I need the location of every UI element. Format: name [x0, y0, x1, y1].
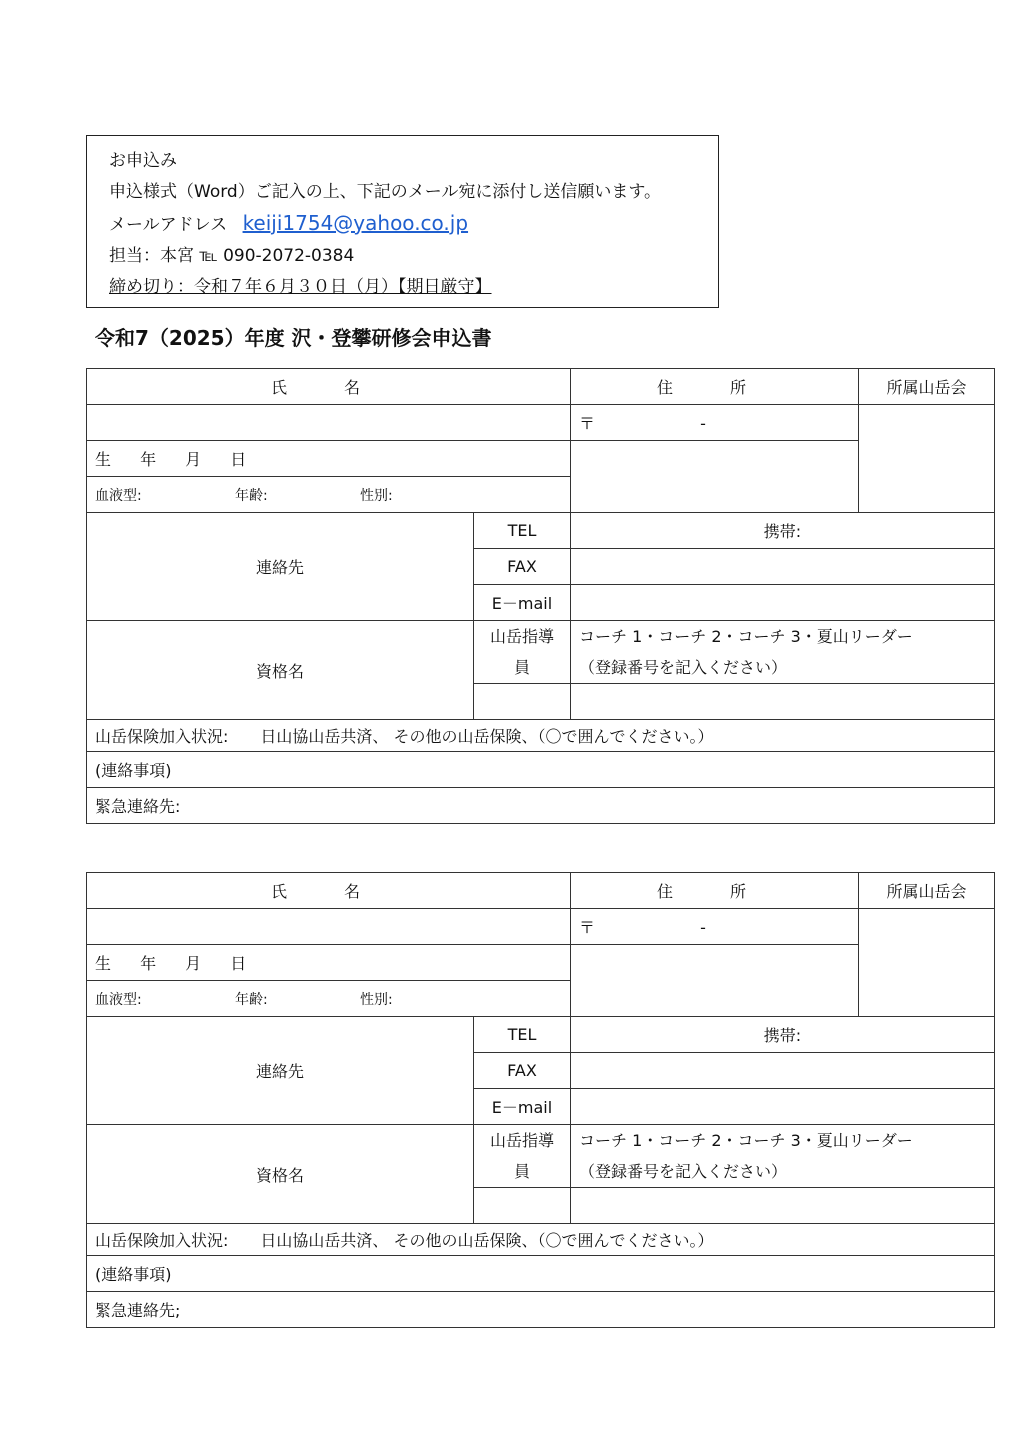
mobile-field[interactable]: 携帯:: [571, 1017, 995, 1053]
guide-extra-field[interactable]: [474, 1188, 571, 1224]
emergency-contact-row[interactable]: 緊急連絡先;: [87, 1292, 995, 1328]
qualification-note: （登録番号を記入ください）: [579, 658, 788, 677]
fax-label: FAX: [474, 549, 571, 585]
address-field[interactable]: [571, 945, 859, 1017]
guide-label: [474, 1125, 571, 1188]
guide-label-line1: 山岳指導: [489, 627, 554, 646]
blood-age-sex-row[interactable]: [87, 981, 571, 1017]
notice-deadline: 締め切り：令和７年６月３０日（月）【期日厳守】: [109, 277, 492, 297]
blood-age-sex-row[interactable]: [87, 477, 571, 513]
email-label: メールアドレス: [109, 215, 228, 235]
guide-label-line1: 山岳指導: [489, 1131, 554, 1150]
mobile-field[interactable]: 携帯:: [571, 513, 995, 549]
qualification-options[interactable]: [571, 621, 995, 684]
notes-row[interactable]: (連絡事項): [87, 752, 995, 788]
qualification-options[interactable]: [571, 1125, 995, 1188]
contact-label: 連絡先: [87, 1017, 474, 1125]
club-header: 所属山岳会: [859, 369, 995, 405]
registration-number-field[interactable]: [571, 684, 995, 720]
email-link[interactable]: keiji1754@yahoo.co.jp: [242, 211, 469, 235]
age-label: 年齢:: [235, 487, 268, 504]
postal-label: 〒 -: [579, 414, 706, 433]
notice-email-row: [109, 208, 718, 241]
blood-type-label: 血液型:: [95, 991, 142, 1008]
email-label-cell: E－mail: [474, 585, 571, 621]
qualification-label: 資格名: [87, 1125, 474, 1224]
notice-contact: 担当：本宮 ℡ 090-2072-0384: [109, 246, 355, 266]
fax-field[interactable]: [571, 549, 995, 585]
name-header: 氏 名: [87, 369, 571, 405]
address-header: 住 所: [571, 369, 859, 405]
age-label: 年齢:: [235, 991, 268, 1008]
club-field[interactable]: [859, 909, 995, 1017]
tel-label: TEL: [474, 1017, 571, 1053]
application-form-1: [86, 368, 995, 824]
tel-label: TEL: [474, 513, 571, 549]
name-header: 氏 名: [87, 873, 571, 909]
blood-type-label: 血液型:: [95, 487, 142, 504]
guide-extra-field[interactable]: [474, 684, 571, 720]
insurance-row[interactable]: 山岳保険加入状況: 日山協山岳共済、 その他の山岳保険、（〇で囲んでください。）: [87, 720, 995, 752]
club-field[interactable]: [859, 405, 995, 513]
guide-label-line2: 員: [513, 1162, 530, 1181]
email-field[interactable]: [571, 1089, 995, 1125]
email-field[interactable]: [571, 585, 995, 621]
qualification-label: 資格名: [87, 621, 474, 720]
email-label-cell: E－mail: [474, 1089, 571, 1125]
notice-heading: お申込み: [109, 151, 177, 171]
fax-field[interactable]: [571, 1053, 995, 1089]
guide-label-line2: 員: [513, 658, 530, 677]
postal-field[interactable]: [571, 405, 859, 441]
fax-label: FAX: [474, 1053, 571, 1089]
application-form-2: [86, 872, 995, 1328]
qualification-choices: コーチ 1・コーチ 2・コーチ 3・夏山リーダー: [579, 627, 913, 646]
postal-label: 〒 -: [579, 918, 706, 937]
birthdate-field[interactable]: 生 年 月 日: [87, 441, 571, 477]
name-field[interactable]: [87, 909, 571, 945]
insurance-row[interactable]: 山岳保険加入状況: 日山協山岳共済、 その他の山岳保険、（〇で囲んでください。）: [87, 1224, 995, 1256]
address-field[interactable]: [571, 441, 859, 513]
guide-label: [474, 621, 571, 684]
contact-label: 連絡先: [87, 513, 474, 621]
club-header: 所属山岳会: [859, 873, 995, 909]
notes-row[interactable]: (連絡事項): [87, 1256, 995, 1292]
sex-label: 性別:: [360, 487, 393, 504]
birthdate-field[interactable]: 生 年 月 日: [87, 945, 571, 981]
registration-number-field[interactable]: [571, 1188, 995, 1224]
name-field[interactable]: [87, 405, 571, 441]
address-header: 住 所: [571, 873, 859, 909]
emergency-contact-row[interactable]: 緊急連絡先:: [87, 788, 995, 824]
page-title: 令和7（2025）年度 沢・登攀研修会申込書: [95, 326, 492, 350]
postal-field[interactable]: [571, 909, 859, 945]
sex-label: 性別:: [360, 991, 393, 1008]
notice-box: [86, 135, 719, 308]
qualification-note: （登録番号を記入ください）: [579, 1162, 788, 1181]
notice-instructions: 申込様式（Word）ご記入の上、下記のメール宛に添付し送信願います。: [109, 182, 661, 202]
qualification-choices: コーチ 1・コーチ 2・コーチ 3・夏山リーダー: [579, 1131, 913, 1150]
